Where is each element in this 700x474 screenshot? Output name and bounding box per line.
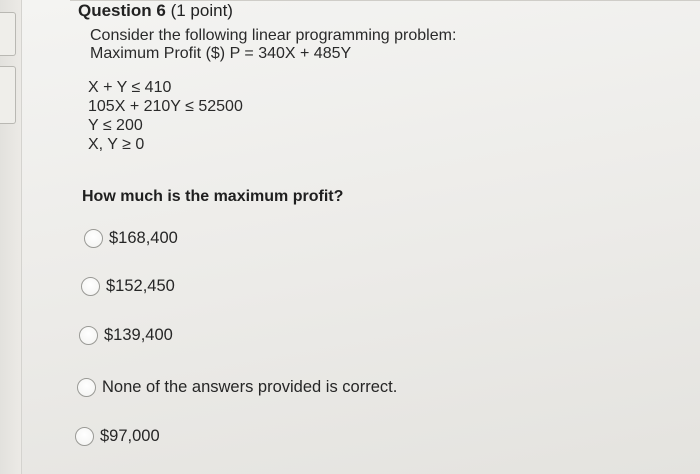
- objective-function: Maximum Profit ($) P = 340X + 485Y: [90, 45, 352, 62]
- question-points: (1 point): [170, 1, 233, 20]
- answer-option-label: $139,400: [104, 326, 173, 344]
- radio-button-icon[interactable]: [81, 277, 100, 296]
- constraint-line: X, Y ≥ 0: [88, 136, 145, 153]
- answer-option-1[interactable]: [84, 229, 178, 248]
- answer-option-label: $97,000: [100, 427, 160, 445]
- prompt-line: Consider the following linear programming problem:: [90, 27, 457, 44]
- constraint-line: Y ≤ 200: [88, 117, 143, 134]
- answer-option-label: $168,400: [109, 229, 178, 247]
- question-number: Question 6: [78, 1, 166, 20]
- radio-button-icon[interactable]: [75, 427, 94, 446]
- answer-option-4[interactable]: [77, 378, 397, 397]
- radio-button-icon[interactable]: [79, 326, 98, 345]
- left-rail: [0, 0, 22, 474]
- answer-option-label: None of the answers provided is correct.: [102, 378, 398, 396]
- answer-option-label: $152,450: [106, 277, 175, 295]
- answer-option-2[interactable]: [81, 277, 175, 296]
- constraint-line: 105X + 210Y ≤ 52500: [88, 98, 243, 115]
- question-title: [78, 1, 233, 21]
- constraint-line: X + Y ≤ 410: [88, 79, 172, 96]
- question-ask: How much is the maximum profit?: [82, 188, 344, 205]
- answer-option-3[interactable]: [79, 326, 173, 345]
- radio-button-icon[interactable]: [77, 378, 96, 397]
- answer-option-5[interactable]: [75, 427, 160, 446]
- radio-button-icon[interactable]: [84, 229, 103, 248]
- rail-tab[interactable]: [0, 12, 16, 56]
- rail-tab[interactable]: [0, 66, 16, 124]
- constraints-block: [88, 78, 243, 154]
- question-prompt: [90, 27, 456, 63]
